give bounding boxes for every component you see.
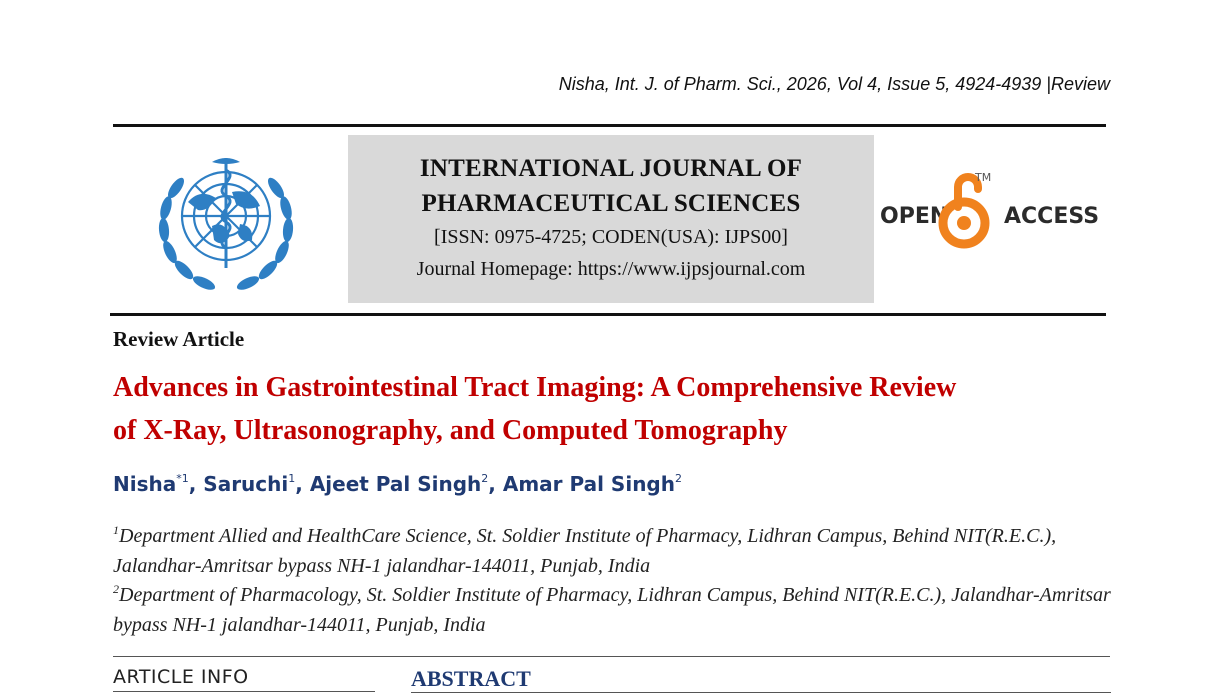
- journal-logo-icon: [128, 140, 324, 308]
- open-access-badge: [880, 165, 1108, 255]
- title-line-2: of X-Ray, Ultrasonography, and Computed Tomography: [113, 415, 788, 446]
- article-title: [113, 366, 1113, 452]
- journal-title-line2: PHARMACEUTICAL SCIENCES: [421, 190, 801, 217]
- abstract-heading: ABSTRACT: [411, 666, 531, 691]
- article-type: Review Article: [113, 327, 245, 351]
- author-separator: ,: [488, 472, 503, 496]
- article-info-heading: ARTICLE INFO: [113, 666, 249, 688]
- author-name: Saruchi: [203, 472, 289, 496]
- article-info-rule: [113, 691, 375, 692]
- header-rule-bottom: [110, 313, 1106, 316]
- author-list: [113, 472, 682, 496]
- journal-homepage: Journal Homepage: https://www.ijpsjournal.com: [416, 258, 806, 280]
- author-name: Nisha: [113, 472, 177, 496]
- author-separator: ,: [295, 472, 310, 496]
- journal-issn: [ISSN: 0975-4725; CODEN(USA): IJPS00]: [434, 226, 788, 248]
- affiliation-text: Department of Pharmacology, St. Soldier Institute of Pharmacy, Lidhran Campus, Behind NIT(R.E.C.), Jalandhar-Amritsar bypass NH-1 jalandhar-144011, Punjab, India: [113, 584, 1111, 636]
- access-label: ACCESS: [1004, 204, 1100, 229]
- journal-masthead: [348, 135, 874, 303]
- open-label: OPEN: [880, 204, 949, 229]
- trademark-mark: TM: [975, 171, 992, 184]
- author-separator: ,: [188, 472, 204, 496]
- journal-title-line1: INTERNATIONAL JOURNAL OF: [419, 155, 803, 182]
- header-rule-top: [113, 124, 1106, 127]
- author-sup: 2: [481, 472, 489, 485]
- author-sup: 2: [675, 472, 682, 485]
- abstract-rule: [411, 692, 1111, 693]
- affiliations: [113, 522, 1113, 640]
- author-name: Amar Pal Singh: [502, 472, 675, 496]
- affiliation-num: 2: [113, 582, 119, 596]
- affiliation-1: [113, 522, 1113, 581]
- title-line-1: Advances in Gastrointestinal Tract Imaging: A Comprehensive Review: [113, 372, 957, 403]
- affiliation-2: [113, 581, 1113, 640]
- affiliation-text: Department Allied and HealthCare Science, St. Soldier Institute of Pharmacy, Lidhran Campus, Behind NIT(R.E.C.), Jalandhar-Amritsar bypass NH-1 jalandhar-144011, Punjab, India: [113, 525, 1057, 577]
- section-divider: [113, 656, 1110, 657]
- author-name: Ajeet Pal Singh: [309, 472, 482, 496]
- author-sup: 1: [288, 472, 296, 485]
- author-sup: *1: [176, 472, 189, 485]
- citation-header: Nisha, Int. J. of Pharm. Sci., 2026, Vol 4, Issue 5, 4924-4939 |Review: [558, 74, 1110, 94]
- affiliation-num: 1: [113, 523, 119, 537]
